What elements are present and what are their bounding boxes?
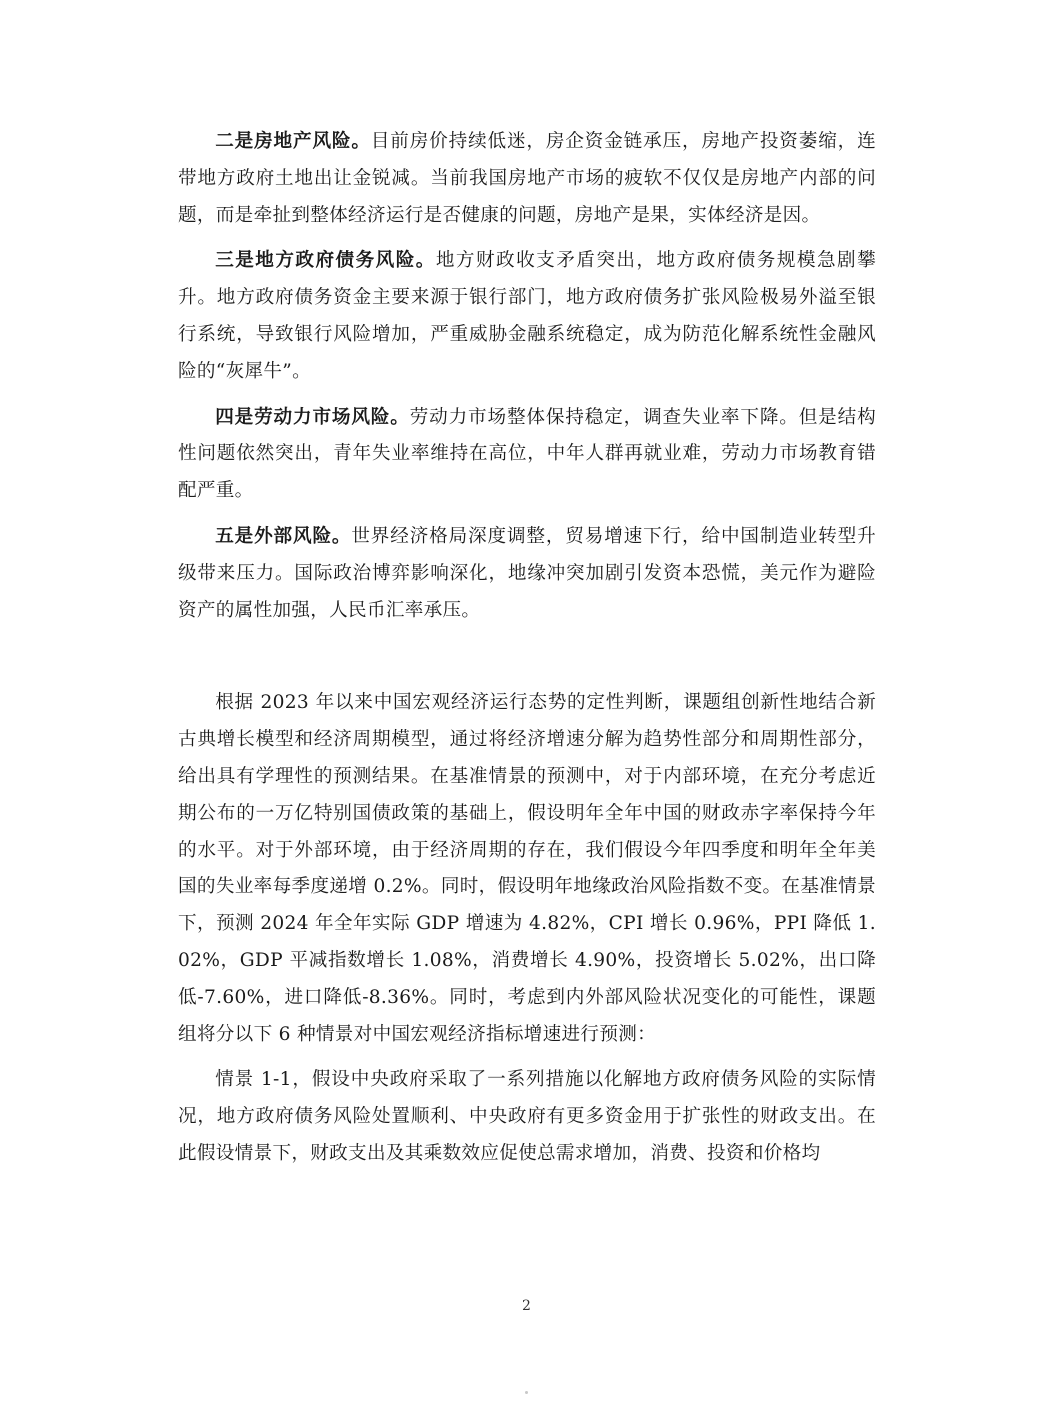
paragraph-real-estate-risk <box>178 124 876 234</box>
paragraph-lead: 四是劳动力市场风险。 <box>215 406 410 428</box>
paragraph-text: 目前房价持续低迷，房企资金链承压，房地产投资萎缩，连带地方政府土地出让金锐减。当前我国房地产市场的疲软不仅仅是房地产内部的问题，而是牵扯到整体经济运行是否健康的问题，房地产是果，实体经济是因。 <box>178 131 876 226</box>
paragraph-local-debt-risk <box>178 243 876 390</box>
paragraph-text: 劳动力市场整体保持稳定，调查失业率下降。但是结构性问题依然突出，青年失业率维持在高位，中年人群再就业难，劳动力市场教育错配严重。 <box>178 406 876 502</box>
paragraph-lead: 二是房地产风险。 <box>215 131 371 152</box>
paragraph-text: 根据 2023 年以来中国宏观经济运行态势的定性判断，课题组创新性地结合新古典增长模型和经济周期模型，通过将经济增速分解为趋势性部分和周期性部分，给出具有学理性的预测结果。在基准情景的预测中，对于内部环境，在充分考虑近期公布的一万亿特别国债政策的基础上，假设明年全年中国的财政赤字率保持今年的水平。对于外部环境，由于经济周期的存在，我们假设今年四季度和明年全年美国的失业率每季度递增 0.2%。同时，假设明年地缘政治风险指数不变。在基准情景下，预测 2024 年全年实际 GDP 增速为 4.82%，CPI 增长 0.96%，PPI 降低 1.02%，GDP 平减指数增长 1.08%，消费增长 4.90%，投资增长 5.02%，出口降低-7.60%，进口降低-8.36%。同时，考虑到内外部风险状况变化的可能性，课题组将分以下 6 种情景对中国宏观经济指标增速进行预测： <box>178 692 876 1045</box>
paragraph-text: 世界经济格局深度调整，贸易增速下行，给中国制造业转型升级带来压力。国际政治博弈影响深化，地缘冲突加剧引发资本恐慌，美元作为避险资产的属性加强，人民币汇率承压。 <box>178 525 876 621</box>
paragraph-scenario-1-1 <box>178 1062 876 1172</box>
paragraph-lead: 三是地方政府债务风险。 <box>215 250 436 272</box>
paragraph-labor-market-risk <box>178 400 876 510</box>
page-number: 2 <box>522 1298 531 1314</box>
paragraph-text: 地方财政收支矛盾突出，地方政府债务规模急剧攀升。地方政府债务资金主要来源于银行部门，地方政府债务扩张风险极易外溢至银行系统，导致银行风险增加，严重威胁金融系统稳定，成为防范化解系统性金融风险的“灰犀牛”。 <box>178 250 876 382</box>
paragraph-text: 情景 1-1，假设中央政府采取了一系列措施以化解地方政府债务风险的实际情况，地方政府债务风险处置顺利、中央政府有更多资金用于扩张性的财政支出。在此假设情景下，财政支出及其乘数效应促使总需求增加，消费、投资和价格均 <box>178 1069 876 1164</box>
paragraph-forecast <box>178 685 876 1053</box>
document-body <box>178 124 876 1173</box>
paragraph-lead: 五是外部风险。 <box>215 525 352 547</box>
paragraph-external-risk <box>178 519 876 629</box>
scan-dot <box>525 1391 528 1394</box>
